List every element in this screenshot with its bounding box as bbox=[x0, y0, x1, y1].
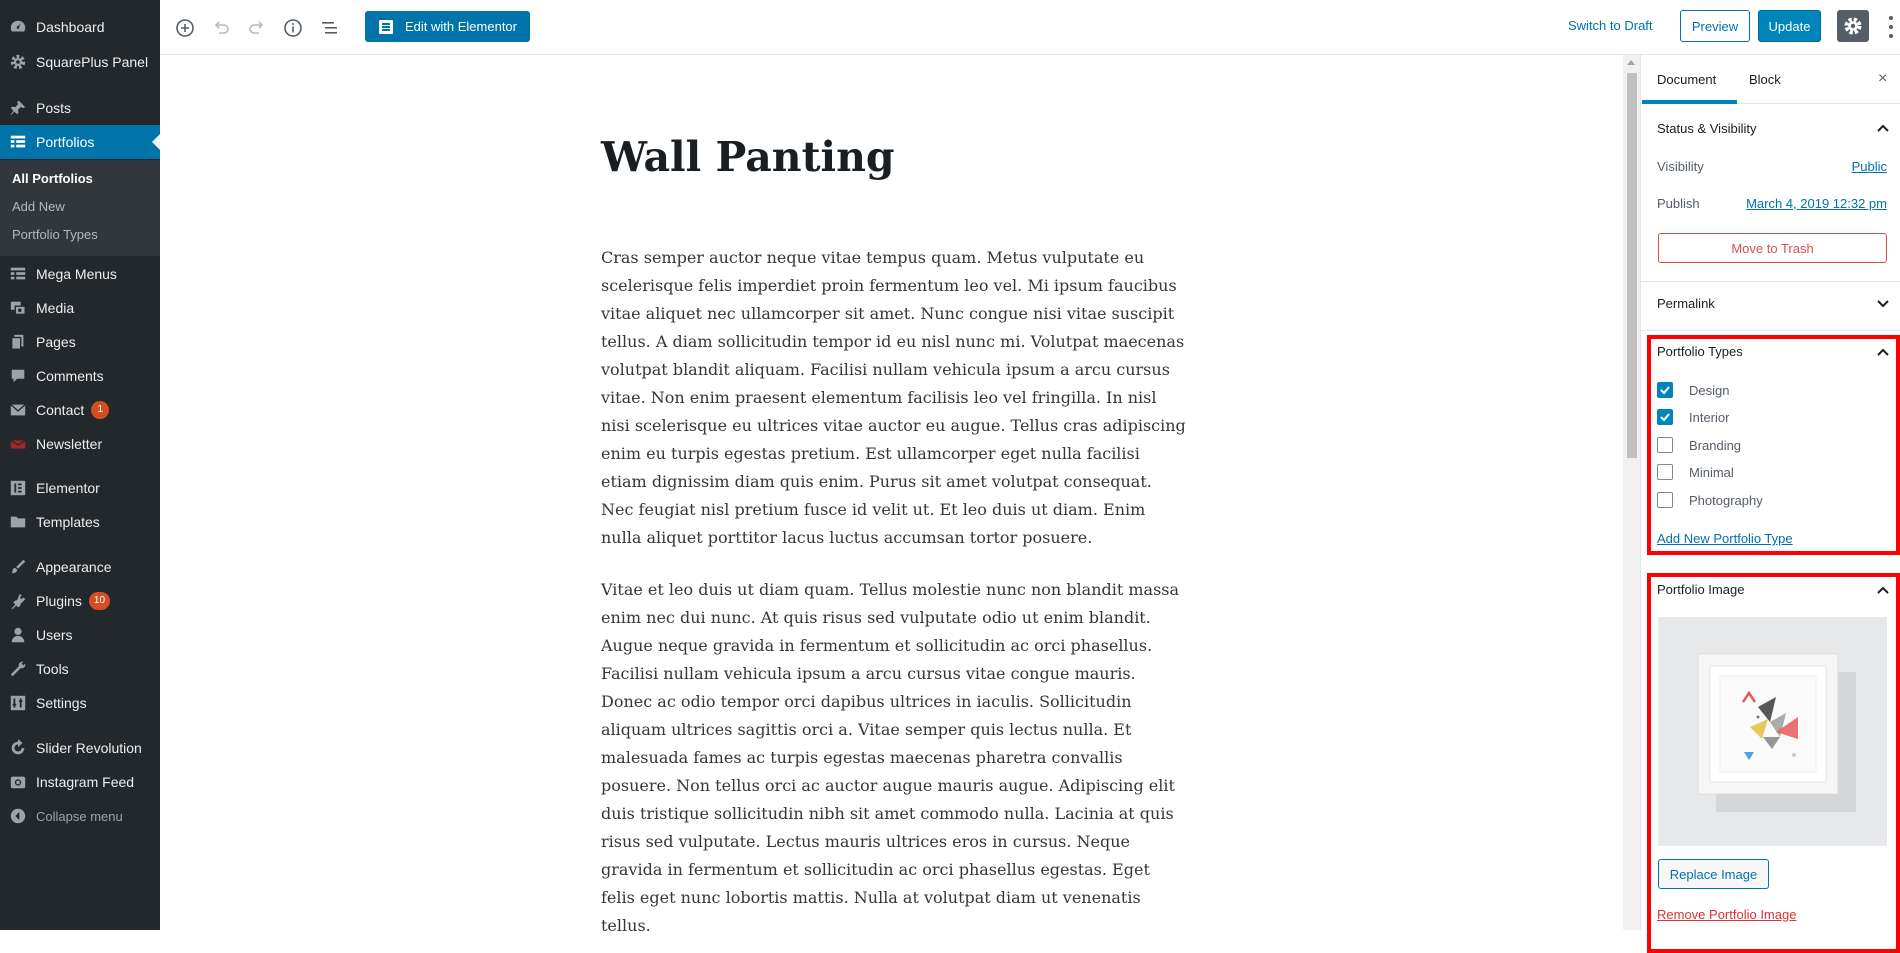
more-dot bbox=[1889, 34, 1893, 38]
menu-label: Elementor bbox=[36, 480, 100, 496]
menu-label: Users bbox=[36, 627, 73, 643]
more-dot bbox=[1889, 25, 1893, 29]
menu-item-templates[interactable] bbox=[0, 505, 160, 539]
menu-label: SquarePlus Panel bbox=[36, 54, 149, 70]
elementor-icon bbox=[379, 20, 393, 34]
menu-item-elementor[interactable] bbox=[0, 471, 160, 505]
checkbox-unchecked[interactable] bbox=[1657, 437, 1673, 453]
add-new-portfolio-type-link[interactable]: Add New Portfolio Type bbox=[1657, 531, 1793, 546]
framed-art-image bbox=[1658, 617, 1887, 846]
info-icon bbox=[283, 18, 303, 38]
checkbox-row-minimal[interactable] bbox=[1657, 464, 1734, 480]
elementor-icon bbox=[0, 479, 36, 497]
menu-label: Portfolios bbox=[36, 134, 95, 150]
collapse-arrow-icon bbox=[0, 807, 36, 825]
menu-label: Instagram Feed bbox=[36, 774, 135, 790]
checkbox-row-design[interactable] bbox=[1657, 382, 1729, 398]
menu-item-media[interactable] bbox=[0, 291, 160, 325]
checkmark-icon bbox=[1659, 384, 1671, 396]
checkbox-row-photography[interactable] bbox=[1657, 492, 1763, 508]
undo-icon bbox=[211, 18, 231, 38]
plugin-icon bbox=[0, 592, 36, 610]
editor-canvas bbox=[160, 55, 1624, 935]
collapse-menu-button[interactable] bbox=[0, 799, 160, 833]
portfolio-image-title[interactable]: Portfolio Image bbox=[1657, 582, 1745, 597]
settings-toggle-button[interactable] bbox=[1837, 10, 1869, 42]
grid-icon bbox=[0, 133, 36, 151]
user-icon bbox=[0, 626, 36, 644]
block-navigation-button[interactable] bbox=[316, 15, 342, 41]
plus-circle-icon bbox=[175, 18, 195, 38]
close-sidebar-button[interactable]: × bbox=[1878, 70, 1888, 87]
menu-label: Pages bbox=[36, 334, 76, 350]
dashboard-icon bbox=[0, 18, 36, 36]
replace-image-button[interactable]: Replace Image bbox=[1658, 859, 1769, 889]
comment-icon bbox=[0, 367, 36, 385]
checkbox-unchecked[interactable] bbox=[1657, 464, 1673, 480]
menu-item-users[interactable] bbox=[0, 618, 160, 652]
editor-toolbar bbox=[160, 0, 1900, 55]
menu-item-posts[interactable] bbox=[0, 91, 160, 125]
publish-date-link[interactable]: March 4, 2019 12:32 pm bbox=[1746, 196, 1887, 211]
status-visibility-title[interactable]: Status & Visibility bbox=[1657, 121, 1757, 136]
tab-block[interactable]: Block bbox=[1749, 72, 1781, 87]
visibility-label: Visibility bbox=[1657, 159, 1704, 174]
menu-item-squareplus-panel[interactable] bbox=[0, 45, 160, 79]
menu-label: Plugins bbox=[36, 593, 82, 609]
menu-label: Tools bbox=[36, 661, 69, 677]
brush-icon bbox=[0, 558, 36, 576]
menu-label: Dashboard bbox=[36, 19, 105, 35]
gear-icon bbox=[0, 53, 36, 71]
settings-sidebar bbox=[1640, 55, 1900, 930]
pushpin-icon bbox=[0, 99, 36, 117]
preview-button[interactable]: Preview bbox=[1680, 10, 1750, 42]
checkbox-label: Interior bbox=[1689, 409, 1730, 425]
paragraph-block[interactable]: Cras semper auctor neque vitae tempus quam. Metus vulputate eu scelerisque felis imperdiet proin fermentum leo vel. Mi ipsum faucibus vitae aliquet nec ullamcorper sit amet. Nunc congue nisi vitae suscipit tellus. A diam sollicitudin tempor id eu nisl nunc mi. Volutpat maecenas volutpat blandit aliquam. Facilisi nullam vehicula ipsum a arcu cursus vitae. Non enim praesent elementum facilisis leo vel fringilla. In nisl nisi scelerisque eu ultrices vitae auctor eu augue. Tellus cras adipiscing enim eu turpis egestas pretium. Est ullamcorper eget nulla facilisi etiam dignissim diam quis enim. Purus sit amet volutpat consequat. Nec feugiat nisl pretium fusce id velit ut. Et leo duis ut diam. Enim nulla aliquet porttitor lacus luctus accumsan tortor posuere. bbox=[601, 248, 1186, 547]
menu-label: Posts bbox=[36, 100, 72, 116]
content-info-button[interactable] bbox=[280, 15, 306, 41]
menu-label: Comments bbox=[36, 368, 104, 384]
menu-label: Newsletter bbox=[36, 436, 103, 452]
contact-count-badge: 1 bbox=[91, 401, 109, 419]
publish-label: Publish bbox=[1657, 196, 1700, 211]
permalink-title[interactable]: Permalink bbox=[1657, 296, 1715, 311]
switch-to-draft-button[interactable]: Switch to Draft bbox=[1568, 18, 1653, 33]
menu-item-appearance[interactable] bbox=[0, 550, 160, 584]
menu-item-dashboard[interactable] bbox=[0, 10, 160, 44]
section-divider bbox=[1641, 330, 1900, 331]
sidebar-tabs bbox=[1641, 55, 1900, 104]
more-tools-button[interactable] bbox=[1886, 16, 1896, 38]
menu-label: Appearance bbox=[36, 559, 112, 575]
post-title[interactable]: Wall Panting bbox=[601, 133, 895, 181]
gear-icon bbox=[1843, 16, 1863, 36]
portfolio-types-title[interactable]: Portfolio Types bbox=[1657, 344, 1743, 359]
wrench-icon bbox=[0, 660, 36, 678]
more-dot bbox=[1889, 16, 1893, 20]
admin-sidebar bbox=[0, 0, 160, 930]
settings-icon bbox=[0, 694, 36, 712]
submenu-all-portfolios[interactable]: All Portfolios bbox=[12, 171, 93, 186]
menu-item-contact[interactable] bbox=[0, 393, 160, 427]
undo-button[interactable] bbox=[208, 15, 234, 41]
menu-item-portfolios[interactable] bbox=[0, 125, 160, 159]
checkbox-unchecked[interactable] bbox=[1657, 492, 1673, 508]
checkbox-checked[interactable] bbox=[1657, 382, 1673, 398]
submenu-add-new[interactable]: Add New bbox=[12, 199, 65, 214]
active-tab-indicator bbox=[1642, 100, 1737, 104]
refresh-icon bbox=[0, 739, 36, 757]
menu-item-comments[interactable] bbox=[0, 359, 160, 393]
menu-item-settings[interactable] bbox=[0, 686, 160, 720]
editor-scrollbar[interactable] bbox=[1623, 55, 1640, 930]
menu-item-plugins[interactable] bbox=[0, 584, 160, 618]
portfolio-image-preview[interactable] bbox=[1658, 617, 1887, 846]
checkbox-label: Minimal bbox=[1689, 464, 1734, 480]
update-button[interactable]: Update bbox=[1758, 10, 1821, 42]
tab-document[interactable]: Document bbox=[1657, 72, 1717, 87]
redo-button[interactable] bbox=[244, 15, 270, 41]
menu-item-mega-menus[interactable] bbox=[0, 257, 160, 291]
menu-item-newsletter[interactable] bbox=[0, 427, 160, 461]
camera-icon bbox=[0, 773, 36, 791]
menu-label: Settings bbox=[36, 695, 87, 711]
checkbox-row-interior[interactable] bbox=[1657, 409, 1729, 425]
remove-portfolio-image-link[interactable]: Remove Portfolio Image bbox=[1657, 907, 1797, 922]
chevron-down-icon[interactable] bbox=[1877, 300, 1889, 308]
menu-item-pages[interactable] bbox=[0, 325, 160, 359]
checkbox-label: Photography bbox=[1689, 492, 1763, 508]
edit-with-elementor-button[interactable] bbox=[365, 11, 530, 42]
checkbox-label: Design bbox=[1689, 382, 1730, 398]
checkbox-checked[interactable] bbox=[1657, 409, 1673, 425]
menu-label: Templates bbox=[36, 514, 100, 530]
pages-icon bbox=[0, 333, 36, 351]
move-to-trash-button[interactable]: Move to Trash bbox=[1658, 233, 1887, 263]
checkbox-row-branding[interactable] bbox=[1657, 437, 1741, 453]
scrollbar-thumb[interactable] bbox=[1627, 73, 1637, 458]
chevron-up-icon[interactable] bbox=[1877, 124, 1889, 132]
chevron-up-icon[interactable] bbox=[1877, 348, 1889, 356]
list-icon bbox=[319, 18, 339, 38]
checkmark-icon bbox=[1659, 411, 1671, 423]
envelope-icon bbox=[0, 401, 36, 419]
add-block-button[interactable] bbox=[172, 15, 198, 41]
chevron-up-icon[interactable] bbox=[1877, 586, 1889, 594]
newsletter-icon bbox=[0, 435, 36, 453]
paragraph-block[interactable]: Vitae et leo duis ut diam quam. Tellus molestie nunc non blandit massa enim nec dui nunc. At quis risus sed vulputate odio ut enim blandit. Augue neque gravida in fermentum et sollicitudin ac orci phasellus. Facilisi nullam vehicula ipsum a arcu cursus vitae congue mauris. Donec ac odio tempor orci dapibus ultrices in iaculis. Sollicitudin aliquam ultrices sagittis orci a. Vitae semper quis lectus nulla. Et malesuada fames ac turpis egestas maecenas pharetra convallis posuere. Non tellus orci ac auctor augue mauris augue. Adipiscing elit duis tristique sollicitudin nibh sit amet commodo nulla. Lacinia at quis risus sed vulputate. Lectus mauris ultrices eros in cursus. Neque gravida in fermentum et sollicitudin ac orci phasellus egestas. Eget felis eget nunc lobortis mattis. Nulla at volutpat diam ut venenatis tellus. bbox=[601, 580, 1180, 935]
menu-item-tools[interactable] bbox=[0, 652, 160, 686]
menu-label: Media bbox=[36, 300, 75, 316]
visibility-value-link[interactable]: Public bbox=[1851, 159, 1887, 174]
grid-icon bbox=[0, 265, 36, 283]
menu-item-instagram-feed[interactable] bbox=[0, 765, 160, 799]
plugins-update-badge: 10 bbox=[89, 592, 110, 610]
menu-label: Slider Revolution bbox=[36, 740, 142, 756]
section-divider bbox=[1641, 281, 1900, 282]
collapse-menu-label: Collapse menu bbox=[36, 808, 123, 824]
folder-icon bbox=[0, 513, 36, 531]
menu-item-slider-revolution[interactable] bbox=[0, 731, 160, 765]
menu-label: Mega Menus bbox=[36, 266, 117, 282]
menu-label: Contact bbox=[36, 402, 85, 418]
portfolios-submenu bbox=[0, 160, 160, 256]
edit-with-elementor-label: Edit with Elementor bbox=[405, 19, 517, 34]
checkbox-label: Branding bbox=[1689, 437, 1742, 453]
redo-icon bbox=[247, 18, 267, 38]
media-icon bbox=[0, 299, 36, 317]
scroll-up-arrow-icon[interactable] bbox=[1627, 60, 1635, 65]
submenu-portfolio-types[interactable]: Portfolio Types bbox=[12, 227, 98, 242]
